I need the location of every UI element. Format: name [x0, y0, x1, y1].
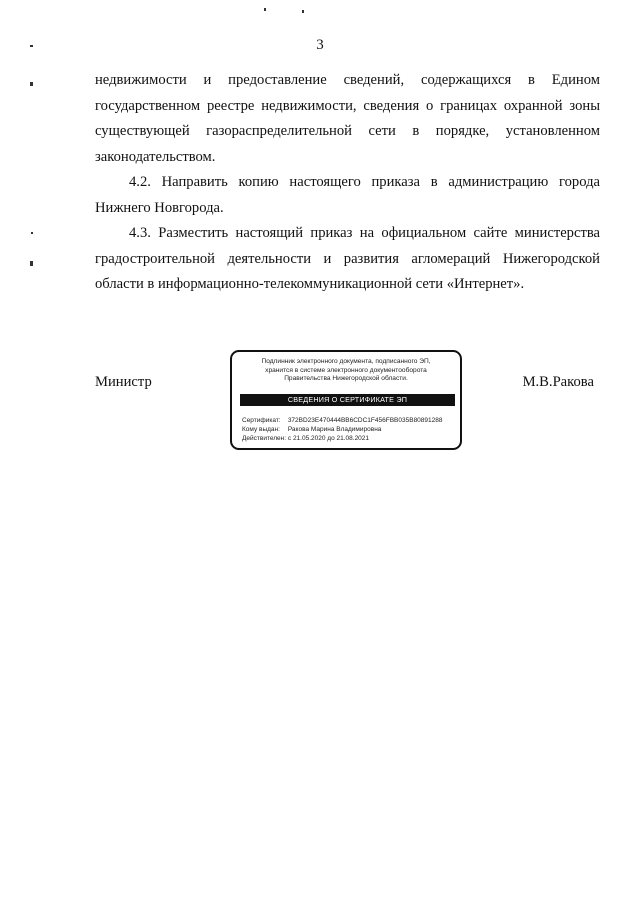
certificate-row [242, 416, 458, 425]
paragraph-4-2 [95, 170, 600, 221]
text-line: законодательством. [95, 148, 216, 165]
signatory-name: М.В.Ракова [522, 374, 594, 390]
text-line: существующей газораспределительной сети в порядке, установленном [95, 123, 600, 139]
text-line: градостроительной деятельности и развития агломераций Нижегородской [95, 250, 600, 267]
valid-label: Действителен: [242, 435, 287, 442]
issued-to-value: Ракова Марина Владимировна [287, 426, 382, 433]
scan-speck [30, 82, 33, 86]
text-line: Нижнего Новгорода. [95, 199, 224, 216]
stamp-header [240, 358, 452, 384]
scan-speck [30, 261, 33, 266]
text-line: недвижимости и предоставление сведений, содержащихся в Едином [95, 72, 600, 88]
stamp-title: СВЕДЕНИЯ О СЕРТИФИКАТЕ ЭП [240, 394, 455, 406]
stamp-header-line: Правительства Нижегородской области. [284, 375, 408, 383]
e-signature-stamp [230, 350, 462, 450]
page-number: 3 [316, 37, 324, 53]
stamp-header-line: Подлинник электронного документа, подписанного ЭП, [261, 358, 431, 365]
scan-speck [302, 10, 304, 13]
paragraph-continuation [95, 68, 600, 170]
scan-speck [31, 232, 33, 234]
stamp-details [242, 416, 458, 443]
valid-value: с 21.05.2020 до 21.08.2021 [287, 435, 370, 442]
signatory-role: Министр [95, 374, 152, 390]
scan-speck [264, 8, 266, 11]
stamp-header-line: хранится в системе электронного документооборота [265, 366, 427, 374]
issued-to-label: Кому выдан: [242, 426, 280, 433]
valid-row [242, 434, 458, 443]
certificate-label: Сертификат: [242, 417, 281, 424]
issued-to-row [242, 425, 458, 434]
paragraph-4-3 [95, 221, 600, 298]
text-line: государственном реестре недвижимости, сведения о границах охранной зоны [95, 97, 600, 114]
text-line: 4.2. Направить копию настоящего приказа в администрацию города [129, 174, 600, 190]
text-line: области в информационно-телекоммуникационной сети «Интернет». [95, 276, 525, 292]
certificate-value: 372BD23E470444BB6CDC1F456FBB035B80891288 [287, 417, 443, 424]
text-line: 4.3. Разместить настоящий приказ на официальном сайте министерства [129, 225, 600, 241]
